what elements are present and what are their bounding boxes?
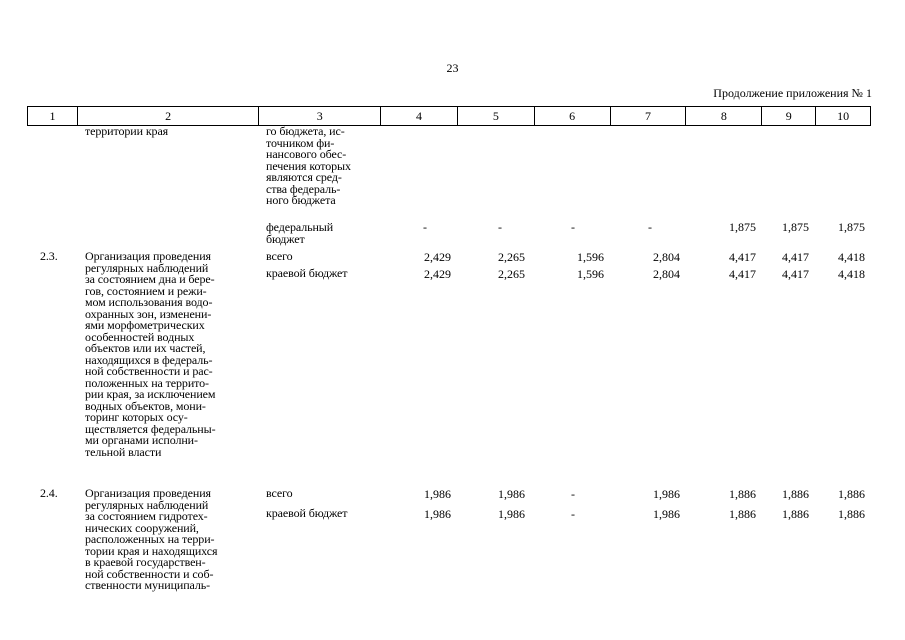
prev-source-tail: го бюджета, ис- точником фи- нансового обес- печения которых являются сред- ства федераль- ного бюджета	[266, 124, 351, 207]
row-value-4: 1,986	[424, 487, 451, 501]
item-name: Организация проведения регулярных наблюдений за состоянием гидротех- нических сооружений, расположенных на терри- тории края и находящихся в краевой государствен- ной собственности и соб- ственности муниципаль-	[85, 486, 218, 592]
row-value-10: 1,886	[838, 507, 865, 521]
row-value-10: 1,886	[838, 487, 865, 501]
prev-row-value-6: -	[571, 220, 575, 234]
header-cell-8: 8	[686, 107, 762, 125]
prev-row-source: федеральный бюджет	[266, 220, 334, 246]
header-cell-1: 1	[28, 107, 78, 125]
row-value-8: 4,417	[729, 250, 756, 264]
prev-row-value-7: -	[648, 220, 652, 234]
row-source: всего	[266, 249, 293, 263]
prev-row-value-8: 1,875	[729, 220, 756, 234]
header-cell-2: 2	[78, 107, 260, 125]
row-value-5: 2,265	[498, 267, 525, 281]
continuation-caption: Продолжение приложения № 1	[713, 86, 872, 100]
row-value-9: 1,886	[782, 507, 809, 521]
item-number: 2.4.	[40, 486, 58, 500]
prev-row-value-10: 1,875	[838, 220, 865, 234]
row-value-9: 4,417	[782, 250, 809, 264]
row-value-4: 2,429	[424, 250, 451, 264]
row-value-8: 1,886	[729, 507, 756, 521]
prev-name-tail: территории края	[85, 124, 169, 138]
row-value-6: -	[571, 487, 575, 501]
row-source: краевой бюджет	[266, 266, 348, 280]
prev-row-value-4: -	[423, 220, 427, 234]
row-value-9: 4,417	[782, 267, 809, 281]
row-value-8: 4,417	[729, 267, 756, 281]
row-source: краевой бюджет	[266, 506, 348, 520]
row-value-8: 1,886	[729, 487, 756, 501]
row-value-7: 1,986	[653, 507, 680, 521]
row-value-6: -	[571, 507, 575, 521]
item-number: 2.3.	[40, 249, 58, 263]
header-cell-10: 10	[837, 108, 850, 123]
row-value-4: 2,429	[424, 267, 451, 281]
header-cell-6: 6	[535, 107, 611, 125]
row-value-6: 1,596	[577, 250, 604, 264]
prev-row-value-5: -	[498, 220, 502, 234]
row-value-7: 2,804	[653, 250, 680, 264]
table-header-row	[27, 106, 871, 126]
row-value-5: 2,265	[498, 250, 525, 264]
row-value-10: 4,418	[838, 250, 865, 264]
page-number: 23	[446, 61, 459, 75]
header-cell-4: 4	[381, 107, 458, 125]
item-name: Организация проведения регулярных наблюдений за состоянием дна и бере- гов, состоянием и режи- мом использования водо- охранных зон, изменени- ями морфометрических особенностей водных объектов или их частей, находящихся в федераль- ной собственности и рас- положенных на террито- рии края, за исключением водных объектов, мони- торинг которых осу- ществляется федеральны- ми органами исполни- тельной власти	[85, 249, 216, 459]
row-value-6: 1,596	[577, 267, 604, 281]
row-source: всего	[266, 486, 293, 500]
row-value-5: 1,986	[498, 507, 525, 521]
header-cell-7: 7	[611, 107, 687, 125]
prev-row-value-9: 1,875	[782, 220, 809, 234]
row-value-7: 2,804	[653, 267, 680, 281]
header-cell-9: 9	[762, 107, 816, 125]
row-value-7: 1,986	[653, 487, 680, 501]
row-value-5: 1,986	[498, 487, 525, 501]
row-value-10: 4,418	[838, 267, 865, 281]
row-value-9: 1,886	[782, 487, 809, 501]
row-value-4: 1,986	[424, 507, 451, 521]
header-cell-5: 5	[458, 107, 535, 125]
header-cell-3: 3	[259, 107, 381, 125]
